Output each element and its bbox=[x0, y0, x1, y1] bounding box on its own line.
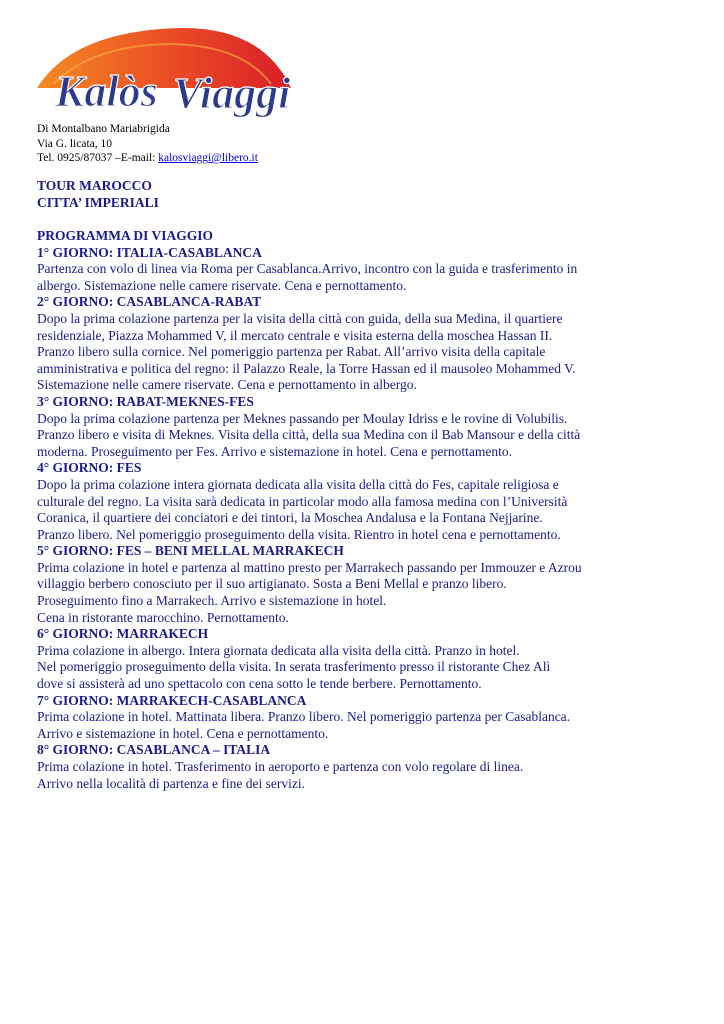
contact-block bbox=[37, 122, 258, 166]
program-section bbox=[37, 228, 687, 792]
description-line: Partenza con volo di linea via Roma per Casablanca.Arrivo, incontro con la guida e trasferimento in bbox=[37, 261, 578, 277]
day-title: 6° GIORNO: MARRAKECH bbox=[37, 626, 209, 642]
description-line: Prima colazione in hotel e partenza al mattino presto per Marrakech passando per Immouzer e Azrou bbox=[37, 559, 582, 575]
company-logo bbox=[33, 26, 295, 120]
day-title: 5° GIORNO: FES – BENI MELLAL MARRAKECH bbox=[37, 543, 344, 559]
description-line: Prima colazione in albergo. Intera giornata dedicata alla visita della città. Pranzo in hotel. bbox=[37, 642, 520, 658]
description-line: amministrativa e politica del regno: il Palazzo Reale, la Torre Hassan ed il mausoleo Mohammed V. bbox=[37, 360, 576, 376]
description-line: Dopo la prima colazione partenza per la visita della città con guida, della sua Medina, il quartiere bbox=[37, 310, 563, 326]
contact-name: Di Montalbano Mariabrigida bbox=[37, 123, 170, 135]
day-description bbox=[37, 709, 687, 742]
day-description bbox=[37, 411, 687, 461]
day-title: 4° GIORNO: FES bbox=[37, 460, 142, 476]
day-description bbox=[37, 311, 687, 394]
day-description bbox=[37, 643, 687, 693]
description-line: Dopo la prima colazione intera giornata dedicata alla visita della città do Fes, capitale religiosa e bbox=[37, 476, 559, 492]
description-line: Sistemazione nelle camere riservate. Cena e pernottamento in albergo. bbox=[37, 377, 417, 393]
tour-title: TOUR MAROCCO bbox=[37, 178, 152, 193]
day-title: 1° GIORNO: ITALIA-CASABLANCA bbox=[37, 244, 262, 260]
day-description bbox=[37, 759, 687, 792]
logo-brand-left: Kalòs bbox=[55, 67, 158, 116]
day-description bbox=[37, 477, 687, 543]
contact-address: Via G. licata, 10 bbox=[37, 137, 112, 150]
description-line: Pranzo libero sulla cornice. Nel pomeriggio partenza per Rabat. All’arrivo visita della capitale bbox=[37, 344, 546, 360]
description-line: Prima colazione in hotel. Trasferimento in aeroporto e partenza con volo regolare di linea. bbox=[37, 759, 524, 774]
description-line: dove si assisterà ad uno spettacolo con cena sotto le tende berbere. Pernottamento. bbox=[37, 676, 482, 692]
description-line: Nel pomeriggio proseguimento della visita. In serata trasferimento presso il ristorante Chez Alì bbox=[37, 659, 551, 675]
day-title: 3° GIORNO: RABAT-MEKNES-FES bbox=[37, 393, 254, 409]
day-title: 7° GIORNO: MARRAKECH-CASABLANCA bbox=[37, 692, 307, 708]
description-line: Dopo la prima colazione partenza per Meknes passando per Moulay Idriss e le rovine di Volubilis. bbox=[37, 410, 568, 426]
description-line: Pranzo libero e visita di Meknes. Visita della città, della sua Medina con il Bab Mansour e della città bbox=[37, 427, 581, 443]
description-line: Proseguimento fino a Marrakech. Arrivo e sistemazione in hotel. bbox=[37, 593, 387, 609]
program-heading: PROGRAMMA DI VIAGGIO bbox=[37, 228, 214, 243]
description-line: Arrivo e sistemazione in hotel. Cena e pernottamento. bbox=[37, 725, 329, 741]
day-description bbox=[37, 261, 687, 294]
tour-subtitle: CITTA’ IMPERIALI bbox=[37, 194, 159, 210]
description-line: moderna. Proseguimento per Fes. Arrivo e sistemazione in hotel. Cena e pernottamento. bbox=[37, 443, 513, 459]
description-line: villaggio berbero conosciuto per il suo artigianato. Sosta a Beni Mellal e pranzo libero. bbox=[37, 576, 507, 592]
contact-phone-email bbox=[37, 151, 258, 166]
email-link[interactable]: kalosviaggi@libero.it bbox=[158, 152, 258, 164]
description-line: culturale del regno. La visita sarà dedicata in particolar modo alla famosa medina con l’Università bbox=[37, 493, 568, 509]
contact-phone: Tel. 0925/87037 –E-mail: bbox=[37, 152, 159, 164]
logo-brand-right: Viaggi bbox=[173, 69, 291, 118]
day-title: 8° GIORNO: CASABLANCA – ITALIA bbox=[37, 742, 271, 758]
tour-title-block bbox=[37, 178, 159, 211]
description-line: albergo. Sistemazione nelle camere riservate. Cena e pernottamento. bbox=[37, 277, 407, 293]
logo-graphic bbox=[33, 26, 295, 120]
day-title: 2° GIORNO: CASABLANCA-RABAT bbox=[37, 294, 262, 310]
day-description bbox=[37, 560, 687, 626]
description-line: residenziale, Piazza Mohammed V, il mercato centrale e visita esterna della moschea Hassan II. bbox=[37, 327, 553, 343]
description-line: Pranzo libero. Nel pomeriggio proseguimento della visita. Rientro in hotel cena e pernottamento. bbox=[37, 526, 561, 542]
description-line: Cena in ristorante marocchino. Pernottamento. bbox=[37, 609, 289, 625]
description-line: Prima colazione in hotel. Mattinata libera. Pranzo libero. Nel pomeriggio partenza per Casablanca. bbox=[37, 709, 571, 725]
description-line: Arrivo nella località di partenza e fine dei servizi. bbox=[37, 775, 306, 791]
description-line: Coranica, il quartiere dei conciatori e dei tintori, la Moschea Andalusa e la Fontana Nejjarine. bbox=[37, 510, 543, 526]
